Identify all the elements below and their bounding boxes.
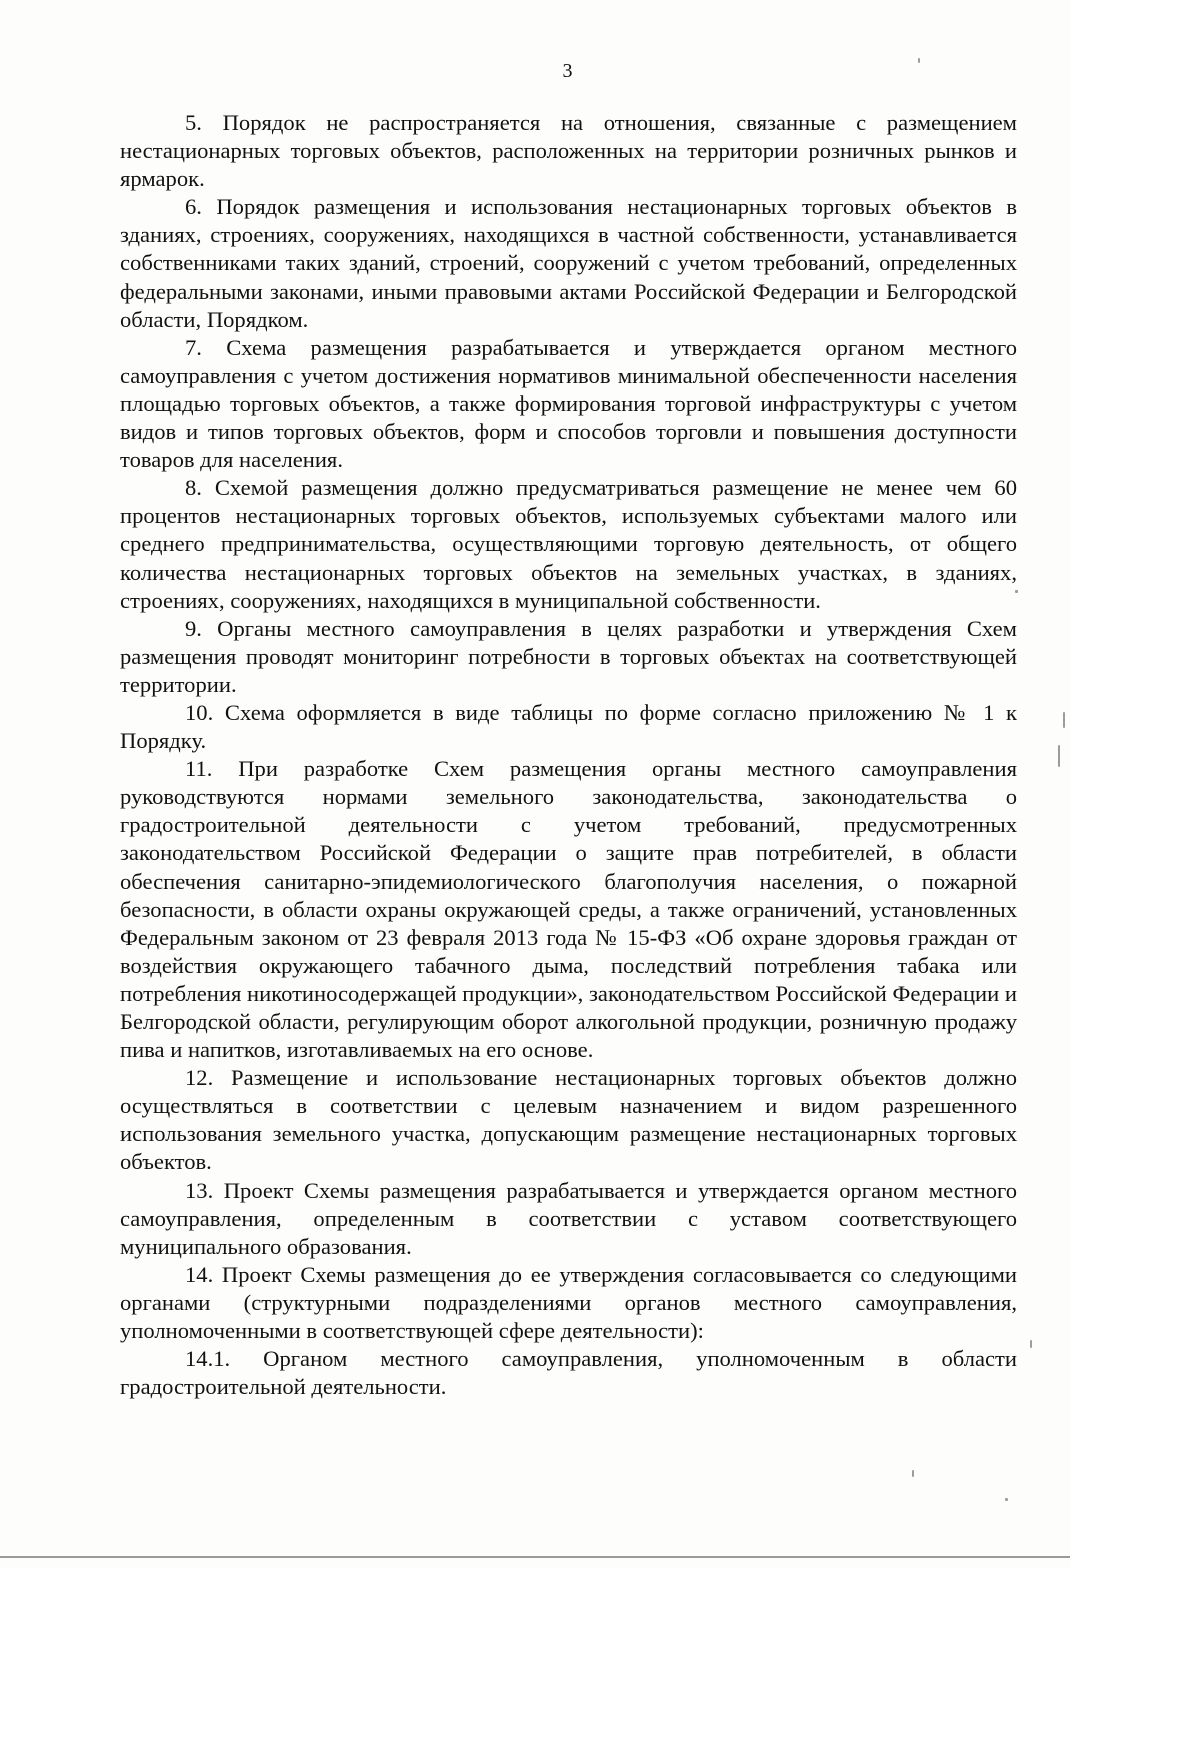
scan-speck: [912, 1470, 914, 1477]
paragraph-13: 13. Проект Схемы размещения разрабатывается и утверждается органом местного самоуправления, определенным в соответствии с уставом соответствующего муниципального образования.: [120, 1177, 1017, 1259]
paragraph-11: 11. При разработке Схем размещения органы местного самоуправления руководствуются нормами земельного законодательства, законодательства о градостроительной деятельности с учетом требований, предусмотренных законодательством Российской Федерации о защите прав потребителей, в области обеспечения санитарно-эпидемиологического благополучия населения, о пожарной безопасности, в области охраны окружающей среды, а также ограничений, установленных Федеральным законом от 23 февраля 2013 года № 15-ФЗ «Об охране здоровья граждан от воздействия окружающего табачного дыма, последствий потребления табака или потребления никотиносодержащей продукции», законодательством Российской Федерации и Белгородской области, регулирующим оборот алкогольной продукции, розничную продажу пива и напитков, изготавливаемых на его основе.: [120, 756, 1017, 1063]
paragraph-14: 14. Проект Схемы размещения до ее утверждения согласовывается со следующими органами (структурными подразделениями органов местного самоуправления, уполномоченными в соответствующей сфере деятельности):: [120, 1261, 1017, 1344]
paragraph-10: 10. Схема оформляется в виде таблицы по форме согласно приложению № 1 к Порядку.: [120, 699, 1017, 754]
paragraph-8: 8. Схемой размещения должно предусматриваться размещение не менее чем 60 процентов нестационарных торговых объектов, используемых субъектами малого или среднего предпринимательства, осуществляющими торговую деятельность, от общего количества нестационарных торговых объектов на земельных участках, в зданиях, строениях, сооружениях, находящихся в муниципальной собственности.: [120, 475, 1017, 613]
scan-speck: [1030, 1340, 1032, 1348]
paragraph-14-1: 14.1. Органом местного самоуправления, уполномоченным в области градостроительной деятельности.: [120, 1346, 1017, 1400]
scan-speck: [1005, 1498, 1008, 1501]
paragraph-5: 5. Порядок не распространяется на отношения, связанные с размещением нестационарных торговых объектов, расположенных на территории розничных рынков и ярмарок.: [120, 110, 1017, 192]
page-number: 3: [562, 60, 573, 82]
scan-speck: [1015, 590, 1018, 593]
page-bottom-edge: [0, 1556, 1070, 1558]
paragraph-7: 7. Схема размещения разрабатывается и утверждается органом местного самоуправления с учетом достижения нормативов минимальной обеспеченности населения площадью торговых объектов, а также формирования торговой инфраструктуры с учетом видов и типов торговых объектов, форм и способов торговли и повышения доступности товаров для населения.: [120, 334, 1017, 473]
paragraph-9: 9. Органы местного самоуправления в целях разработки и утверждения Схем размещения проводят мониторинг потребности в торговых объектах на соответствующей территории.: [120, 615, 1017, 697]
scan-speck: [1058, 745, 1060, 767]
document-body: [120, 109, 1017, 1401]
scan-speck: [918, 58, 920, 63]
paragraph-6: 6. Порядок размещения и использования нестационарных торговых объектов в зданиях, строениях, сооружениях, находящихся в частной собственности, устанавливается собственниками таких зданий, строений, сооружений с учетом требований, определенных федеральными законами, иными правовыми актами Российской Федерации и Белгородской области, Порядком.: [120, 194, 1017, 332]
scan-speck: [1063, 712, 1065, 728]
paragraph-12: 12. Размещение и использование нестационарных торговых объектов должно осуществляться в соответствии с целевым назначением и видом разрешенного использования земельного участка, допускающим размещение нестационарных торговых объектов.: [120, 1065, 1017, 1175]
